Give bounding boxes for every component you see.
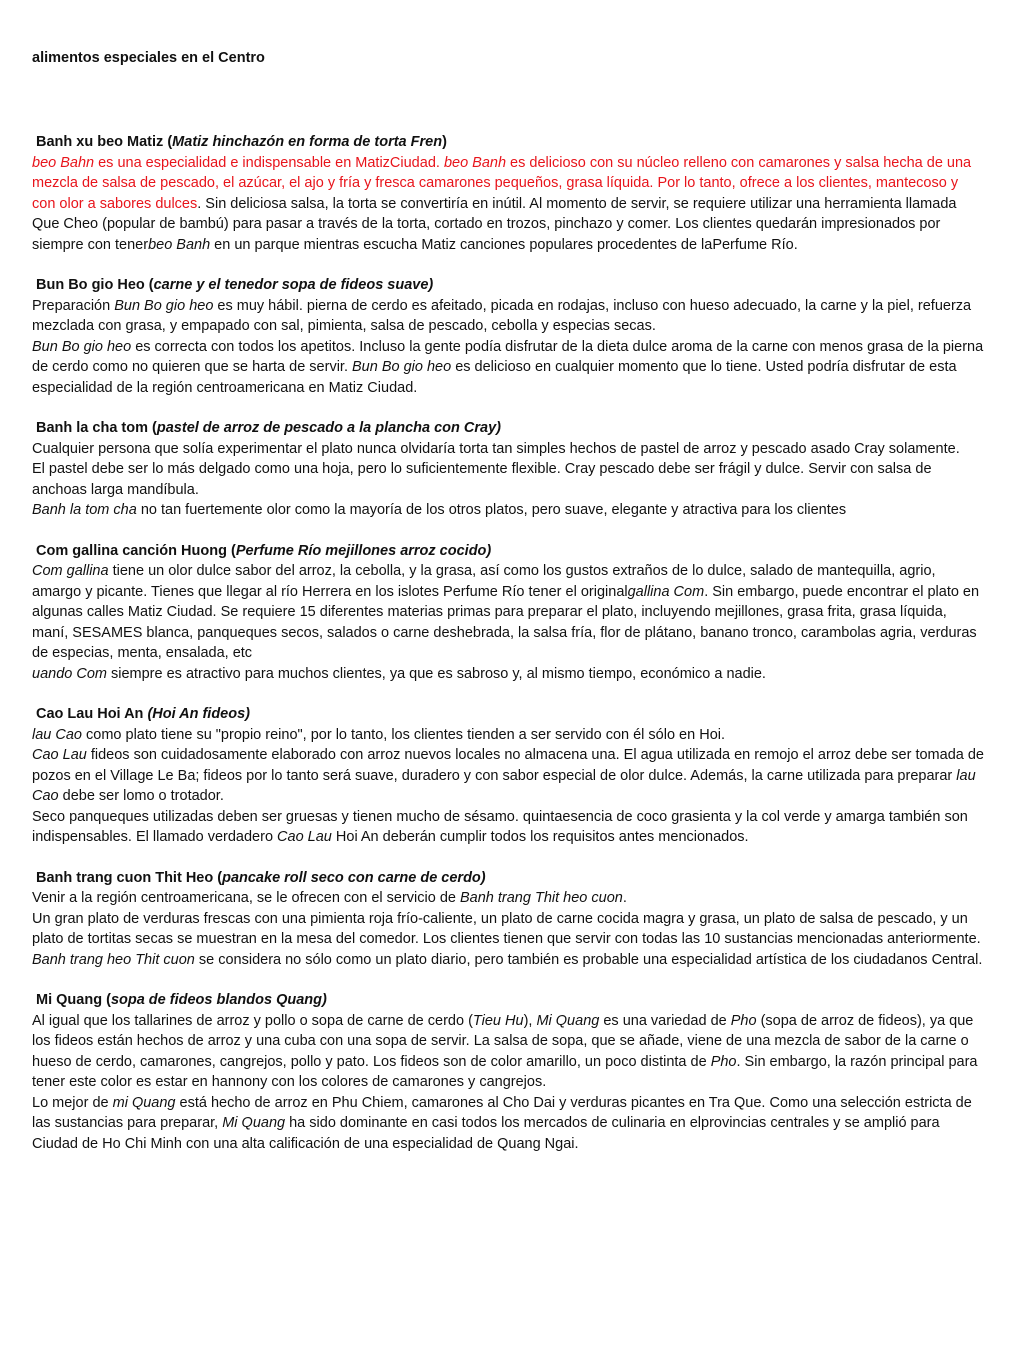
section [32, 868, 984, 971]
text-run: Al igual que los tallarines de arroz y pollo o sopa de carne de cerdo ( [32, 1012, 473, 1029]
section-heading [32, 990, 984, 1011]
paragraph [32, 888, 984, 909]
section-subtitle: sopa de fideos blandos Quang) [110, 992, 327, 1008]
section [32, 132, 984, 255]
section-paren-close: ) [442, 134, 447, 150]
section-name: Banh trang cuon Thit Heo [36, 869, 218, 886]
text-run: siempre es atractivo para muchos clientes, ya que es sabroso y, al mismo tiempo, económico a nadie. [106, 665, 766, 682]
paragraph [32, 909, 984, 950]
italic-term: mi Quang [112, 1094, 176, 1111]
document-body [32, 48, 984, 1174]
section-paren-open: ( [152, 420, 157, 436]
section-subtitle: pastel de arroz de pescado a la plancha con Cray) [156, 420, 501, 436]
text-run: Preparación [32, 297, 115, 314]
section [32, 418, 984, 521]
section-name: Bun Bo gio Heo [36, 277, 149, 293]
italic-term: Pho [730, 1012, 757, 1029]
italic-term: beo Banh [443, 154, 507, 171]
section [32, 541, 984, 685]
text-run: El pastel debe ser lo más delgado como una hoja, pero lo suficientemente flexible. Cray pescado debe ser frágil y dulce. Servir con salsa de anchoas larga mandíbula. [32, 461, 932, 498]
text-run: es correcta con todos los apetitos. Incluso la gente podía disfrutar de la dieta dulce aroma de la carne con menos grasa de la pierna de cerdo como no quieren que se harta de servir. [32, 338, 984, 375]
italic-term: Banh trang heo Thit cuon [32, 951, 195, 968]
text-run: es delicioso en cualquier momento que lo tiene. Usted podría disfrutar de esta especialidad de la región centroamericana en Matiz Ciudad. [32, 359, 957, 396]
text-run: . Sin embargo, la razón principal para tener este color es estar en hannony con los colores de camarones y cangrejos. [32, 1053, 978, 1090]
italic-term: lau Cao [32, 726, 82, 743]
paragraph [32, 1093, 984, 1155]
section-subtitle: pancake roll seco con carne de cerdo) [222, 869, 486, 886]
sections-container [32, 132, 984, 1154]
paragraph [32, 745, 984, 807]
section-subtitle: (Hoi An fideos) [147, 706, 250, 722]
text-run: (sopa de arroz de fideos), ya que los fideos están hechos de arroz y una cuba con una sopa de servir. La salsa de sopa, que se añade, viene de una mezcla de sabor de la carne o hueso de cerdo, camarones, cangrejos, pollo y pato. Los fideos son de color amarillo, un poco distinta de [32, 1012, 974, 1070]
text-run: es delicioso con su núcleo relleno con camarones y salsa hecha de una mezcla de salsa de pescado, el azúcar, el ajo y fría y fresca camarones pequeños, grasa líquida. Por lo tanto, ofrece a los clientes, mantecoso y con olor a sabores dulces [32, 154, 972, 212]
paragraph [32, 296, 984, 337]
italic-term: lau Cao [32, 767, 976, 804]
paragraph [32, 807, 984, 848]
text-run: . Sin deliciosa salsa, la torta se convertiría en inútil. Al momento de servir, se requiere utilizar una herramienta llamada Que Cheo (popular de bambú) para pasar a través de la torta, cortado en trozos, pinchazo y comer. Los clientes quedarán impresionados por siempre con tener [32, 195, 957, 253]
italic-term: Bun Bo gio heo [352, 359, 452, 375]
text-run: es una variedad de [599, 1012, 731, 1029]
text-run: Hoi An deberán cumplir todos los requisitos antes mencionados. [331, 829, 749, 845]
text-run: tiene un olor dulce sabor del arroz, la cebolla, y la grasa, así como los gustos extraños de lo dulce, salado de mantequilla, agrio, amargo y picante. Tienes que llegar al río Herrera en los islotes Perfume Río tener el original [32, 563, 936, 600]
text-run: ha sido dominante en casi todos los mercados de culinaria en elprovincias centrales y se amplió para Ciudad de Ho Chi Minh con una alta calificación de una especialidad de Quang Ngai. [32, 1115, 940, 1152]
text-run: . Sin embargo, puede encontrar el plato en algunas calles Matiz Ciudad. Se requiere 15 diferentes materias primas para preparar el plato, incluyendo mejillones, grasa frita, grasa líquida, maní, SESAMES blanca, panqueques secos, salados o carne deshebrada, la salsa fría, flor de plátano, banano tronco, carambolas agria, verduras de especias, menta, ensalada, etc [32, 583, 980, 661]
paragraph [32, 1011, 984, 1093]
section-heading [32, 704, 984, 725]
paragraph [32, 500, 984, 521]
section-paren-open: ( [106, 992, 111, 1008]
paragraph [32, 664, 984, 685]
section-heading [32, 275, 984, 296]
text-run: es una especialidad e indispensable en MatizCiudad. [94, 154, 444, 171]
section-heading [32, 418, 984, 439]
text-run: en un parque mientras escucha Matiz canciones populares procedentes de laPerfume Río. [210, 236, 798, 253]
italic-term: Banh trang Thit heo cuon [459, 890, 623, 906]
italic-term: Banh la tom cha [32, 502, 137, 518]
section-subtitle: carne y el tenedor sopa de fideos suave) [153, 277, 434, 293]
section-heading [32, 868, 984, 889]
section-name: Banh xu beo Matiz [36, 134, 168, 150]
italic-term: Mi Quang [222, 1115, 286, 1131]
section-subtitle: Perfume Río mejillones arroz cocido) [235, 542, 492, 559]
text-run: Un gran plato de verduras frescas con una pimienta roja frío-caliente, un plato de carne cocida magra y grasa, un plato de salsa de pescado, y un plato de tortitas secas se muestran en la mesa del comedor. Los clientes tienen que servir con todas las 10 sustancias mencionadas anteriormente. [32, 910, 981, 947]
italic-term: gallina Com [627, 583, 705, 600]
paragraph [32, 153, 984, 256]
italic-term: Com gallina [32, 563, 109, 579]
text-run: Seco panqueques utilizadas deben ser gruesas y tienen mucho de sésamo. quintaesencia de coco grasienta y la col verde y amarga también son indispensables. El llamado verdadero [32, 808, 968, 845]
text-run: debe ser lomo o trotador. [58, 788, 224, 804]
italic-term: Bun Bo gio heo [114, 297, 214, 314]
section [32, 275, 984, 398]
paragraph [32, 725, 984, 746]
section-heading [32, 132, 984, 153]
section [32, 990, 984, 1154]
text-run: fideos son cuidadosamente elaborado con arroz nuevos locales no almacena una. El agua utilizada en remojo el arroz debe ser tomada de pozos en el Village Le Ba; fideos por lo tanto será suave, duradero y con sabor especial de olor dulce. Además, la carne utilizada para preparar [32, 747, 984, 784]
italic-term: Pho [710, 1053, 737, 1070]
text-run: se considera no sólo como un plato diario, pero también es probable una especialidad artística de los ciudadanos Central. [194, 951, 983, 968]
section-name: Mi Quang [36, 992, 107, 1008]
paragraph [32, 439, 984, 460]
text-run: como plato tiene su "propio reino", por lo tanto, los clientes tienden a ser servido con él sólo en Hoi. [81, 726, 726, 743]
section-paren-open: ( [167, 134, 173, 150]
section [32, 704, 984, 848]
text-run: ), [523, 1012, 537, 1029]
section-name: Banh la cha tom [36, 420, 153, 436]
italic-term: beo Bahn [32, 154, 95, 171]
italic-term: Cao Lau [277, 829, 332, 845]
section-heading [32, 541, 984, 562]
text-run: Cualquier persona que solía experimentar el plato nunca olvidaría torta tan simples hechos de pastel de arroz y pescado asado Cray solamente. [32, 440, 960, 457]
section-paren-open: ( [217, 869, 223, 886]
italic-term: Tieu Hu [472, 1012, 524, 1029]
italic-term: Bun Bo gio heo [32, 338, 132, 355]
italic-term: Cao Lau [32, 747, 87, 763]
section-name: Cao Lau Hoi An [36, 706, 148, 722]
section-paren-open: ( [230, 542, 236, 559]
text-run: no tan fuertemente olor como la mayoría de los otros platos, pero suave, elegante y atractiva para los clientes [136, 502, 847, 518]
paragraph [32, 459, 984, 500]
text-run: . [622, 890, 627, 906]
paragraph [32, 950, 984, 971]
text-run: Venir a la región centroamericana, se le ofrecen con el servicio de [32, 890, 460, 906]
text-run: Lo mejor de [32, 1094, 113, 1111]
paragraph [32, 561, 984, 664]
italic-term: beo Banh [148, 236, 211, 253]
text-run: está hecho de arroz en Phu Chiem, camarones al Cho Dai y verduras picantes en Tra Que. Como una selección estricta de las sustancias para preparar, [32, 1094, 972, 1131]
section-subtitle: Matiz hinchazón en forma de torta Fren [172, 134, 443, 150]
section-paren-open: ( [148, 277, 154, 293]
section-name: Com gallina canción Huong [36, 542, 231, 559]
text-run: es muy hábil. pierna de cerdo es afeitado, picada en rodajas, incluso con hueso adecuado, la carne y la piel, refuerza mezclada con grasa, y empapado con sal, pimienta, salsa de pescado, cebolla y especias secas. [32, 297, 972, 334]
document-title: alimentos especiales en el Centro [32, 50, 265, 66]
italic-term: uando Com [32, 665, 107, 682]
italic-term: Mi Quang [536, 1012, 600, 1029]
paragraph [32, 337, 984, 399]
